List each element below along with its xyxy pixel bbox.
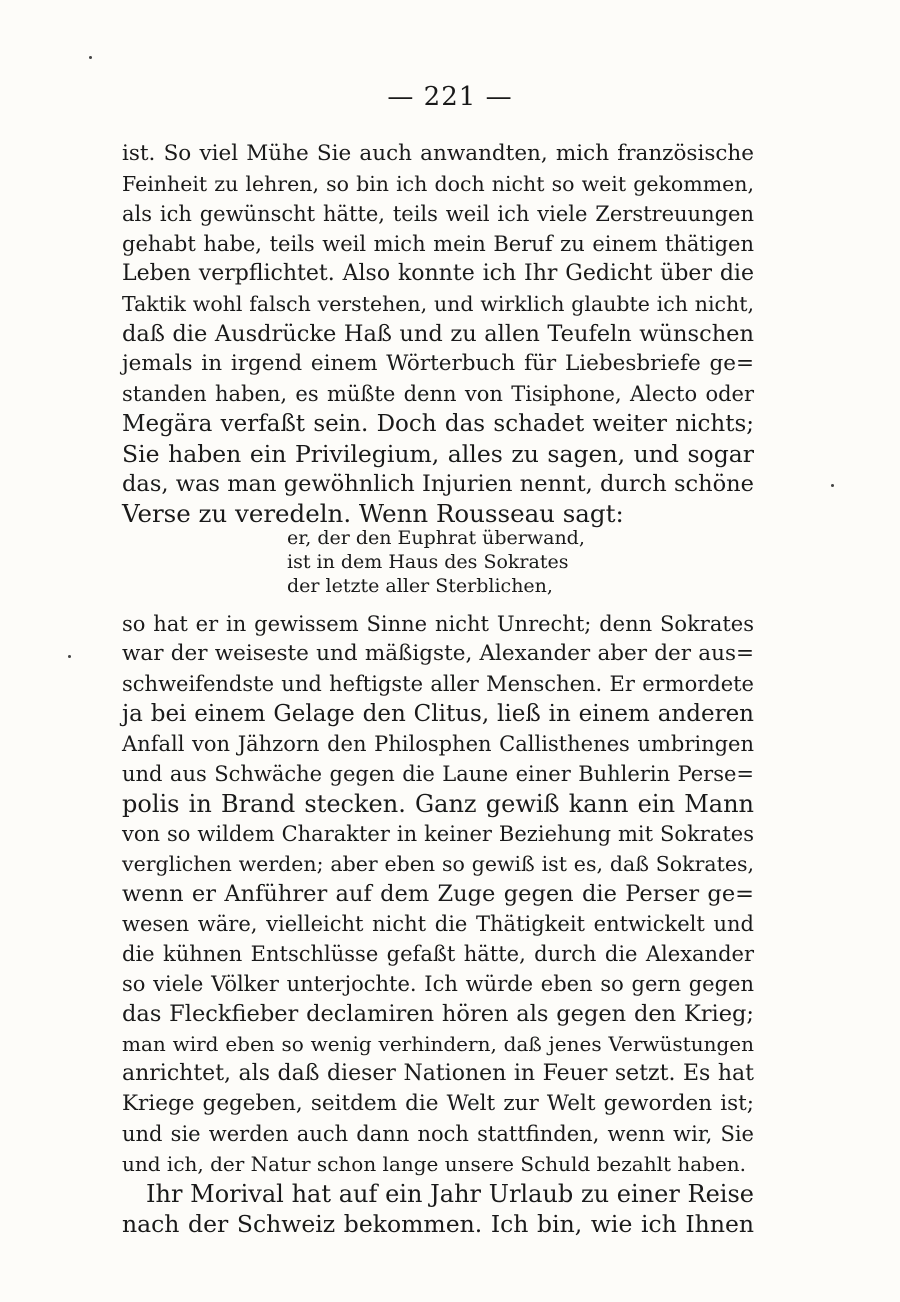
- text-line: man wird eben so wenig verhindern, daß jenes Verwüstungen: [122, 1032, 754, 1056]
- verse-line: der letzte aller Sterblichen,: [287, 575, 553, 597]
- text-line: und aus Schwäche gegen die Laune einer Buhlerin Perse=: [122, 762, 754, 786]
- text-line: standen haben, es müßte denn von Tisiphone, Alecto oder: [122, 382, 754, 406]
- text-line: das, was man gewöhnlich Injurien nennt, durch schöne: [122, 471, 754, 497]
- text-line: Ihr Morival hat auf ein Jahr Urlaub zu einer Reise: [146, 1180, 754, 1208]
- text-line: wesen wäre, vielleicht nicht die Thätigkeit entwickelt und: [122, 912, 754, 936]
- paragraph-2: [122, 609, 754, 1239]
- paragraph-1: [122, 139, 754, 529]
- verse-line: ist in dem Haus des Sokrates: [287, 551, 569, 573]
- page-number: — 221 —: [387, 82, 513, 112]
- text-line: Anfall von Jähzorn den Philosphen Callisthenes umbringen: [122, 732, 754, 756]
- text-line: Taktik wohl falsch verstehen, und wirklich glaubte ich nicht,: [122, 292, 754, 316]
- text-line: daß die Ausdrücke Haß und zu allen Teufeln wünschen: [122, 321, 754, 347]
- text-line: ja bei einem Gelage den Clitus, ließ in einem anderen: [122, 701, 754, 727]
- text-line: das Fleckfieber declamiren hören als gegen den Krieg;: [122, 1001, 754, 1027]
- text-line: Leben verpflichtet. Also konnte ich Ihr Gedicht über die: [122, 261, 754, 286]
- paper-speck: [68, 655, 71, 658]
- text-line: die kühnen Entschlüsse gefaßt hätte, durch die Alexander: [122, 942, 754, 966]
- text-line: ist. So viel Mühe Sie auch anwandten, mich französische: [122, 141, 754, 166]
- paper-speck: [89, 56, 92, 59]
- text-line: polis in Brand stecken. Ganz gewiß kann ein Mann: [122, 790, 754, 818]
- text-line: verglichen werden; aber eben so gewiß ist es, daß Sokrates,: [122, 852, 754, 876]
- text-line: von so wildem Charakter in keiner Beziehung mit Sokrates: [122, 822, 754, 846]
- text-line: anrichtet, als daß dieser Nationen in Feuer setzt. Es hat: [122, 1061, 754, 1086]
- text-line: wenn er Anführer auf dem Zuge gegen die Perser ge=: [122, 881, 754, 907]
- verse-line: er, der den Euphrat überwand,: [287, 527, 585, 549]
- text-line: und ich, der Natur schon lange unsere Schuld bezahlt haben.: [122, 1152, 747, 1176]
- text-line: war der weiseste und mäßigste, Alexander aber der aus=: [122, 641, 754, 666]
- text-line: so viele Völker unterjochte. Ich würde eben so gern gegen: [122, 972, 754, 996]
- text-line: Kriege gegeben, seitdem die Welt zur Welt geworden ist;: [122, 1091, 754, 1116]
- text-line: Verse zu veredeln. Wenn Rousseau sagt:: [122, 499, 624, 528]
- text-line: und sie werden auch dann noch stattfinden, wenn wir, Sie: [122, 1122, 754, 1146]
- verse-quote: [287, 526, 585, 598]
- text-line: Megära verfaßt sein. Doch das schadet weiter nichts;: [122, 411, 754, 437]
- text-line: gehabt habe, teils weil mich mein Beruf zu einem thätigen: [122, 232, 754, 256]
- paper-speck: [831, 484, 834, 487]
- text-line: schweifendste und heftigste aller Menschen. Er ermordete: [122, 672, 754, 696]
- text-line: Sie haben ein Privilegium, alles zu sagen, und sogar: [122, 440, 754, 468]
- text-line: Feinheit zu lehren, so bin ich doch nicht so weit gekommen,: [122, 172, 754, 196]
- text-line: jemals in irgend einem Wörterbuch für Liebesbriefe ge=: [122, 351, 754, 376]
- text-line: so hat er in gewissem Sinne nicht Unrecht; denn Sokrates: [122, 612, 754, 636]
- text-line: als ich gewünscht hätte, teils weil ich viele Zerstreuungen: [122, 202, 754, 226]
- text-line: nach der Schweiz bekommen. Ich bin, wie ich Ihnen: [122, 1210, 754, 1238]
